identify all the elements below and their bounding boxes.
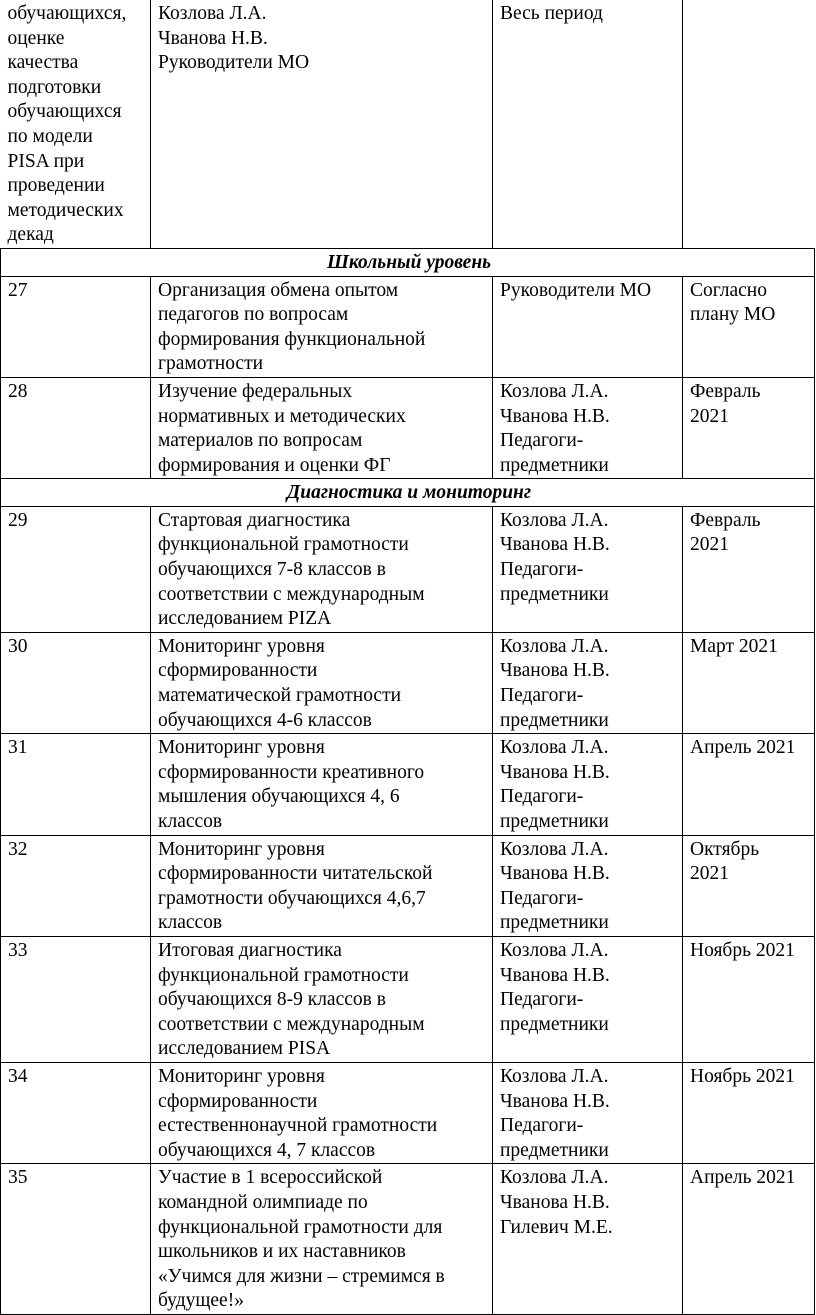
date-cell — [683, 734, 815, 835]
responsible-cell — [493, 835, 683, 936]
topic-text: Мониторинг уровня сформированности математической грамотности обучающихся 4-6 классов — [158, 635, 402, 731]
date-text: Октябрь 2021 — [690, 838, 760, 885]
row-number-text: 34 — [8, 1065, 28, 1087]
continuation-row — [1, 0, 815, 248]
table-row — [1, 835, 815, 936]
responsible-cell — [151, 0, 493, 248]
date-text: Февраль 2021 — [690, 380, 761, 427]
section-title: Диагностика и мониторинг — [1, 479, 815, 507]
responsible-text: Козлова Л.А. Чванова Н.В. Педагоги- предметники — [500, 380, 610, 476]
table-row — [1, 936, 815, 1062]
topic-continuation-cell — [1, 0, 151, 248]
responsible-text: Козлова Л.А. Чванова Н.В. Педагоги- предметники — [500, 1065, 610, 1161]
table-body — [1, 0, 815, 1314]
responsible-text: Козлова Л.А. Чванова Н.В. Педагоги- предметники — [500, 838, 610, 934]
row-number-text: 30 — [8, 635, 28, 657]
topic-text: Стартовая диагностика функциональной грамотности обучающихся 7-8 классов в соответствии с международным исследованием PIZA — [158, 509, 425, 630]
row-number-cell — [1, 377, 151, 478]
topic-text: Организация обмена опытом педагогов по вопросам формирования функциональной грамотности — [158, 279, 426, 375]
date-text: Апрель 2021 — [690, 737, 796, 759]
table-row — [1, 734, 815, 835]
responsible-cell — [493, 1062, 683, 1163]
responsible-text: Козлова Л.А. Чванова Н.В. Гилевич М.Е. — [500, 1167, 613, 1238]
row-number-text: 32 — [8, 838, 28, 860]
row-number-cell — [1, 506, 151, 632]
row-number-cell — [1, 734, 151, 835]
row-number-text: 31 — [8, 737, 28, 759]
section-header-row — [1, 479, 815, 507]
row-number-text: 35 — [8, 1167, 28, 1189]
date-cell — [683, 1062, 815, 1163]
row-number-text: 28 — [8, 380, 28, 402]
row-number-cell — [1, 632, 151, 733]
responsible-text: Козлова Л.А. Чванова Н.В. Педагоги- предметники — [500, 635, 610, 731]
topic-cell — [151, 1062, 493, 1163]
responsible-cell — [493, 276, 683, 377]
date-text: Апрель 2021 — [690, 1167, 796, 1189]
topic-cell — [151, 835, 493, 936]
topic-text: Итоговая диагностика функциональной грамотности обучающихся 8-9 классов в соответствии с международным исследованием PISA — [158, 939, 425, 1060]
date-cell — [683, 506, 815, 632]
date-cell — [683, 632, 815, 733]
table-row — [1, 276, 815, 377]
topic-text: Участие в 1 всероссийской командной олимпиаде по функциональной грамотности для школьников и их наставников «Учимся для жизни – стремимся в будущее!» — [158, 1167, 445, 1312]
topic-cell — [151, 276, 493, 377]
topic-cell — [151, 936, 493, 1062]
date-text: Согласно плану МО — [690, 279, 776, 326]
empty-date-cell — [683, 0, 815, 248]
topic-text: Мониторинг уровня сформированности естественнонаучной грамотности обучающихся 4, 7 классов — [158, 1065, 438, 1161]
topic-text: Мониторинг уровня сформированности читательской грамотности обучающихся 4,6,7 классов — [158, 838, 433, 934]
table-row — [1, 506, 815, 632]
responsible-cell — [493, 734, 683, 835]
responsible-cell — [493, 936, 683, 1062]
topic-cell — [151, 506, 493, 632]
responsible-text: Козлова Л.А. Чванова Н.В. Педагоги- предметники — [500, 737, 610, 832]
topic-cell — [151, 734, 493, 835]
section-title: Школьный уровень — [1, 248, 815, 276]
row-number-text: 27 — [8, 279, 28, 301]
row-number-cell — [1, 835, 151, 936]
topic-cell — [151, 377, 493, 478]
table-row — [1, 377, 815, 478]
date-text: Ноябрь 2021 — [690, 939, 795, 961]
responsible-text: Козлова Л.А. Чванова Н.В. Педагоги- предметники — [500, 939, 610, 1035]
topic-text: Мониторинг уровня сформированности креативного мышления обучающихся 4, 6 классов — [158, 737, 425, 832]
row-number-text: 29 — [8, 509, 28, 531]
period-text: Весь период — [500, 3, 603, 24]
date-cell — [683, 835, 815, 936]
row-number-cell — [1, 936, 151, 1062]
row-number-text: 33 — [8, 939, 28, 961]
period-cell — [493, 0, 683, 248]
topic-text: Изучение федеральных нормативных и методических материалов по вопросам формирования и оценки ФГ — [158, 380, 406, 476]
responsible-text: Козлова Л.А. Чванова Н.В. Руководители МО — [158, 3, 310, 74]
responsible-cell — [493, 377, 683, 478]
date-text: Февраль 2021 — [690, 509, 761, 556]
responsible-cell — [493, 506, 683, 632]
topic-continuation-text: обучающихся, оценке качества подготовки обучающихся по модели PISA при проведении методических декад — [7, 3, 127, 246]
responsible-cell — [493, 632, 683, 733]
date-text: Март 2021 — [690, 635, 778, 657]
row-number-cell — [1, 1062, 151, 1163]
date-cell — [683, 936, 815, 1062]
table-row — [1, 632, 815, 733]
topic-cell — [151, 632, 493, 733]
row-number-cell — [1, 276, 151, 377]
table-row — [1, 1062, 815, 1163]
date-text: Ноябрь 2021 — [690, 1065, 795, 1087]
date-cell — [683, 276, 815, 377]
responsible-text: Руководители МО — [500, 279, 652, 301]
date-cell — [683, 377, 815, 478]
responsible-text: Козлова Л.А. Чванова Н.В. Педагоги- предметники — [500, 509, 610, 605]
section-header-row — [1, 248, 815, 276]
